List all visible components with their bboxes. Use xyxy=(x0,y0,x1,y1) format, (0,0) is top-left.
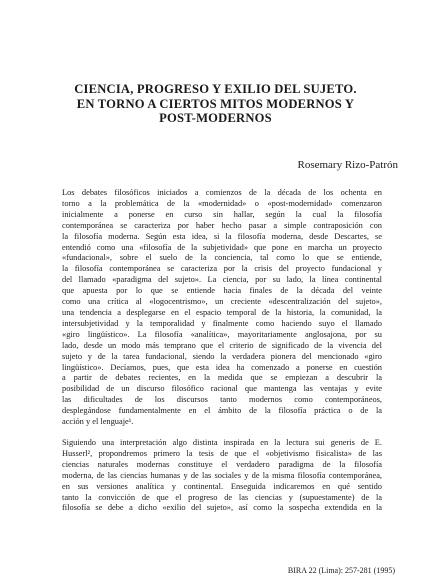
text-line: torno a la problemática de la «modernidad» o «post-modernidad» comenzaron xyxy=(62,198,382,208)
text-line: Husserl², propondremos primero la tesis de que el «objetivismo fisicalista» de las xyxy=(62,448,382,458)
author-name: Rosemary Rizo-Patrón xyxy=(297,159,398,171)
text-line: lingüístico». Decíamos, pues, que esta idea ha comenzado a ponerse en cuestión xyxy=(62,362,382,372)
text-line: tanto la convicción de que el progreso de las ciencias y (supuestamente) de la xyxy=(62,492,382,502)
text-line: sujeto y de la tarea fundacional, siendo la verdadera pionera del mencionado «giro xyxy=(62,351,382,361)
text-line: acción y el lenguaje¹. xyxy=(62,417,134,427)
text-line: en sus versiones analítica y continental. Enseguida indicaremos en qué sentido xyxy=(62,481,382,491)
text-line: Siguiendo una interpretación algo distinta inspirada en la lectura sui generis de E. xyxy=(62,438,382,447)
text-line: ciencias naturales modernas constituye el verdadero paradigma de la filosofía xyxy=(62,459,382,469)
text-line: la filosofía contemporánea se caracteriza por la crisis del proyecto fundacional y xyxy=(62,264,382,274)
document-title xyxy=(40,82,391,126)
text-line: «giro lingüístico». La filosofía «analítica», mayoritariamente anglosajona, por su xyxy=(62,329,382,339)
text-line: Los debates filosóficos iniciados a comienzos de la década de los ochenta en xyxy=(62,188,382,197)
page-footer-citation: BIRA 22 (Lima): 257-281 (1995) xyxy=(287,566,395,575)
text-line: las dificultades de los discursos tanto modernos como contemporáneos, xyxy=(62,395,382,405)
text-line: que apuesta por lo que se entiende hacia finales de la década del veinte xyxy=(62,286,382,296)
text-line: inicialmente a ponerse en curso sin hallar, según la cual la filosofía xyxy=(62,209,382,219)
text-line: la filosofía moderna. Según esta idea, si la filosofía moderna, desde Descartes, se xyxy=(62,231,382,241)
text-line: moderna, de las ciencias humanas y de las sociales y de la misma filosofía contemporánea, xyxy=(62,470,382,480)
text-line: contemporánea se caracteriza por haber hecho pasar a simple contraposición con xyxy=(62,220,382,230)
title-line: CIENCIA, PROGRESO Y EXILIO DEL SUJETO. xyxy=(74,82,357,96)
text-line: del llamado «paradigma del sujeto». La ciencia, por su lado, la línea continental xyxy=(62,275,382,285)
text-line: a partir de debates recientes, en la medida que se empiezan a descubrir la xyxy=(62,373,382,383)
text-line: como una crítica al «logocentrismo», un creciente «descentralización del sujeto», xyxy=(62,297,382,307)
text-line: desplegándose fundamentalmente en el ámbito de la filosofía práctica o de la xyxy=(62,406,382,416)
body-paragraph-2 xyxy=(62,438,382,514)
body-paragraph-1 xyxy=(62,188,382,428)
text-line: intersubjetividad y la temporalidad y finalmente como haciendo suyo el llamado xyxy=(62,318,382,328)
title-line: EN TORNO A CIERTOS MITOS MODERNOS Y xyxy=(76,96,355,111)
text-line: filosofía se debe a dicho «exilio del sujeto», así como la sospecha extendida en la xyxy=(62,503,382,513)
text-line: una tendencia a desplegarse en el espacio temporal de la historia, la comunidad, la xyxy=(62,307,382,317)
text-line: «fundacional», sobre el suelo de la conciencia, tal como lo que se entiende, xyxy=(62,253,382,263)
text-line: entendió como una «filosofía de la subjetividad» que pone en marcha un proyecto xyxy=(62,242,382,252)
text-line: posibilidad de un discurso filosófico racional que mantenga las ventajas y evite xyxy=(62,384,382,394)
title-line: POST-MODERNOS xyxy=(159,111,272,125)
text-line: lado, desde un modo más temprano que el criterio de significado de la vivencia del xyxy=(62,340,382,350)
